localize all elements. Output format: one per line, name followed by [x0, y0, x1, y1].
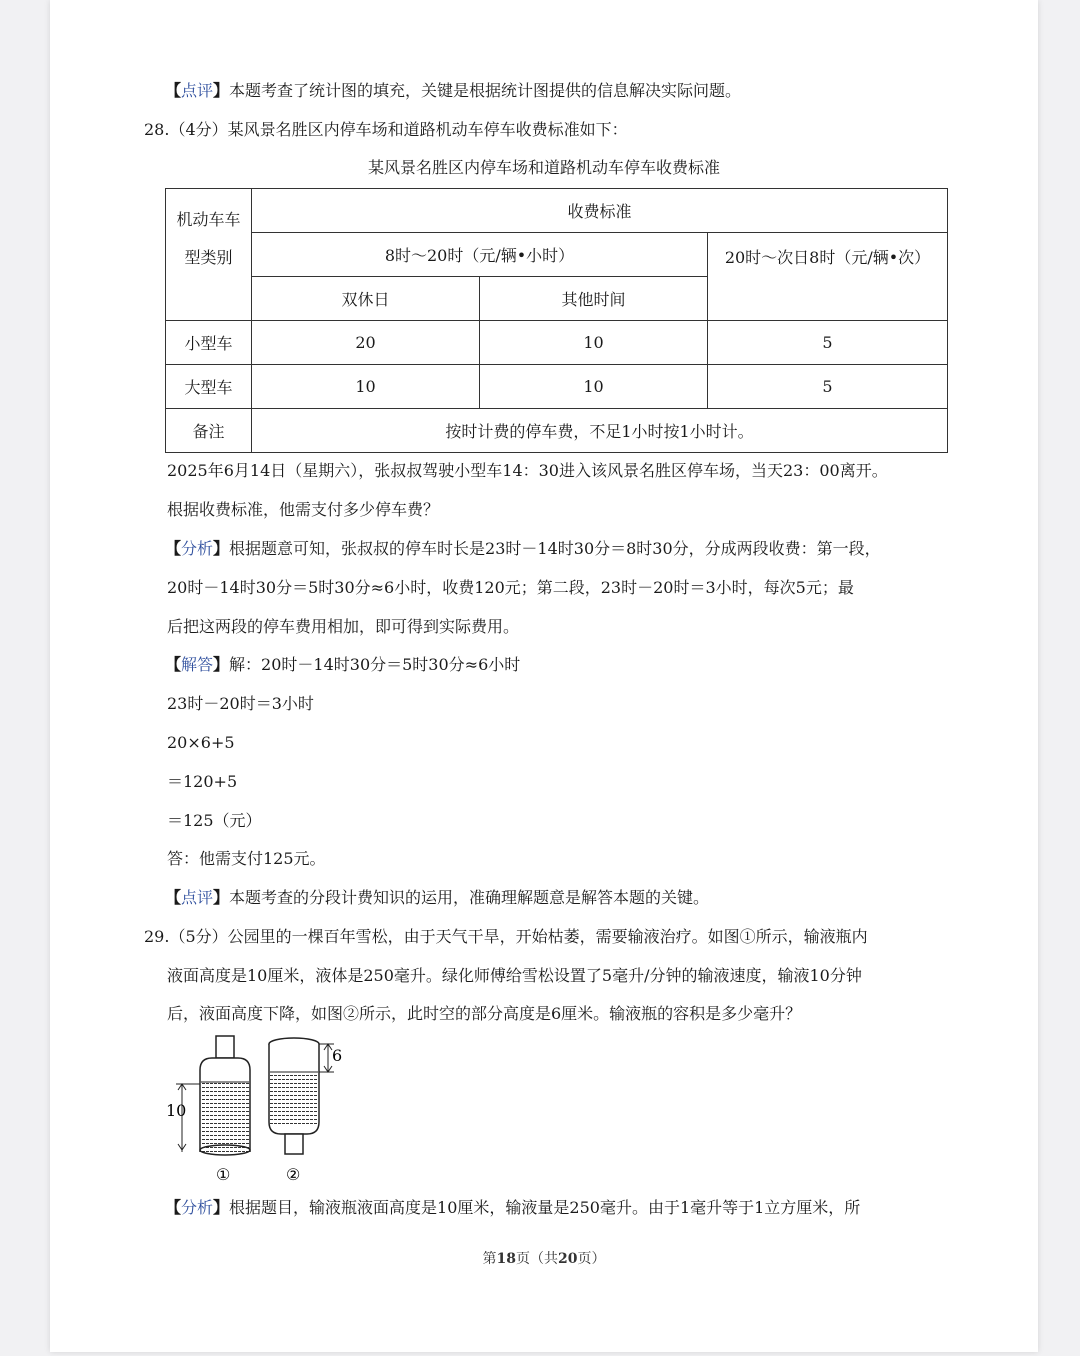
q28-heading: 28.（4分）某风景名胜区内停车场和道路机动车停车收费标准如下：	[144, 120, 628, 139]
prev-comment-tag: 点评	[181, 81, 214, 100]
page-footer: 第18页（共20页）	[482, 1251, 606, 1267]
label-10: 10	[166, 1101, 187, 1120]
q28-analysis-line2: 20时－14时30分＝5时30分≈6小时，收费120元；第二段，23时－20时＝3小时，每次5元；最	[167, 578, 854, 597]
q29-line1: 29.（5分）公园里的一棵百年雪松，由于天气干旱，开始枯萎，需要输液治疗。如图①所示，输液瓶内	[144, 927, 868, 946]
q28-problem-line1: 2025年6月14日（星期六），张叔叔驾驶小型车14：30进入该风景名胜区停车场，当天23：00离开。	[167, 461, 888, 480]
daytime-header: 8时～20时（元/辆•小时）	[252, 233, 708, 277]
q29-line2: 液面高度是10厘米，液体是250毫升。绿化师傅给雪松设置了5毫升/分钟的输液速度，输液10分钟	[167, 966, 862, 985]
document-page	[50, 0, 1038, 1352]
prev-comment: 【点评】本题考查了统计图的填充，关键是根据统计图提供的信息解决实际问题。	[165, 81, 742, 100]
vehicle-type-header: 机动车车 型类别	[166, 189, 252, 321]
q28-answer-line5: ＝125（元）	[167, 811, 262, 830]
fee-standard-header: 收费标准	[252, 189, 948, 233]
table-row: 大型车 10 10 5	[166, 365, 948, 409]
q29-line3: 后，液面高度下降，如图②所示，此时空的部分高度是6厘米。输液瓶的容积是多少毫升？	[167, 1004, 802, 1023]
q28-comment: 【点评】本题考查的分段计费知识的运用，准确理解题意是解答本题的关键。	[165, 888, 710, 907]
q28-analysis-line3: 后把这两段的停车费用相加，即可得到实际费用。	[167, 617, 520, 636]
weekend-header: 双休日	[252, 277, 480, 321]
table-row-note: 备注 按时计费的停车费，不足1小时按1小时计。	[166, 409, 948, 453]
prev-comment-text: 本题考查了统计图的填充，关键是根据统计图提供的信息解决实际问题。	[229, 81, 742, 100]
q28-answer-line4: ＝120+5	[167, 772, 238, 791]
page-number: 18	[496, 1251, 516, 1267]
other-time-header: 其他时间	[480, 277, 708, 321]
caption-1: ①	[216, 1165, 231, 1184]
bottle-2	[269, 1038, 334, 1154]
fee-table	[165, 188, 948, 453]
bottle-diagram	[162, 1030, 342, 1190]
night-header: 20时～次日8时（元/辆•次）	[708, 233, 948, 321]
bottle-1	[176, 1036, 250, 1155]
q28-analysis: 【分析】根据题意可知，张叔叔的停车时长是23时－14时30分＝8时30分，分成两段收费：第一段，	[165, 539, 881, 558]
label-6: 6	[332, 1046, 342, 1065]
caption-2: ②	[286, 1165, 301, 1184]
table-row: 小型车 20 10 5	[166, 321, 948, 365]
q28-answer-line2: 23时－20时＝3小时	[167, 694, 314, 713]
q28-problem-line2: 根据收费标准，他需支付多少停车费？	[167, 500, 440, 519]
q28-answer-line6: 答：他需支付125元。	[167, 849, 326, 868]
page-total: 20	[558, 1251, 578, 1267]
q28-answer-line3: 20×6+5	[167, 733, 235, 752]
q29-analysis: 【分析】根据题目，输液瓶液面高度是10厘米，输液量是250毫升。由于1毫升等于1立方厘米，所	[165, 1198, 861, 1217]
q28-answer: 【解答】解：20时－14时30分＝5时30分≈6小时	[165, 655, 521, 674]
table-title: 某风景名胜区内停车场和道路机动车停车收费标准	[367, 158, 720, 177]
